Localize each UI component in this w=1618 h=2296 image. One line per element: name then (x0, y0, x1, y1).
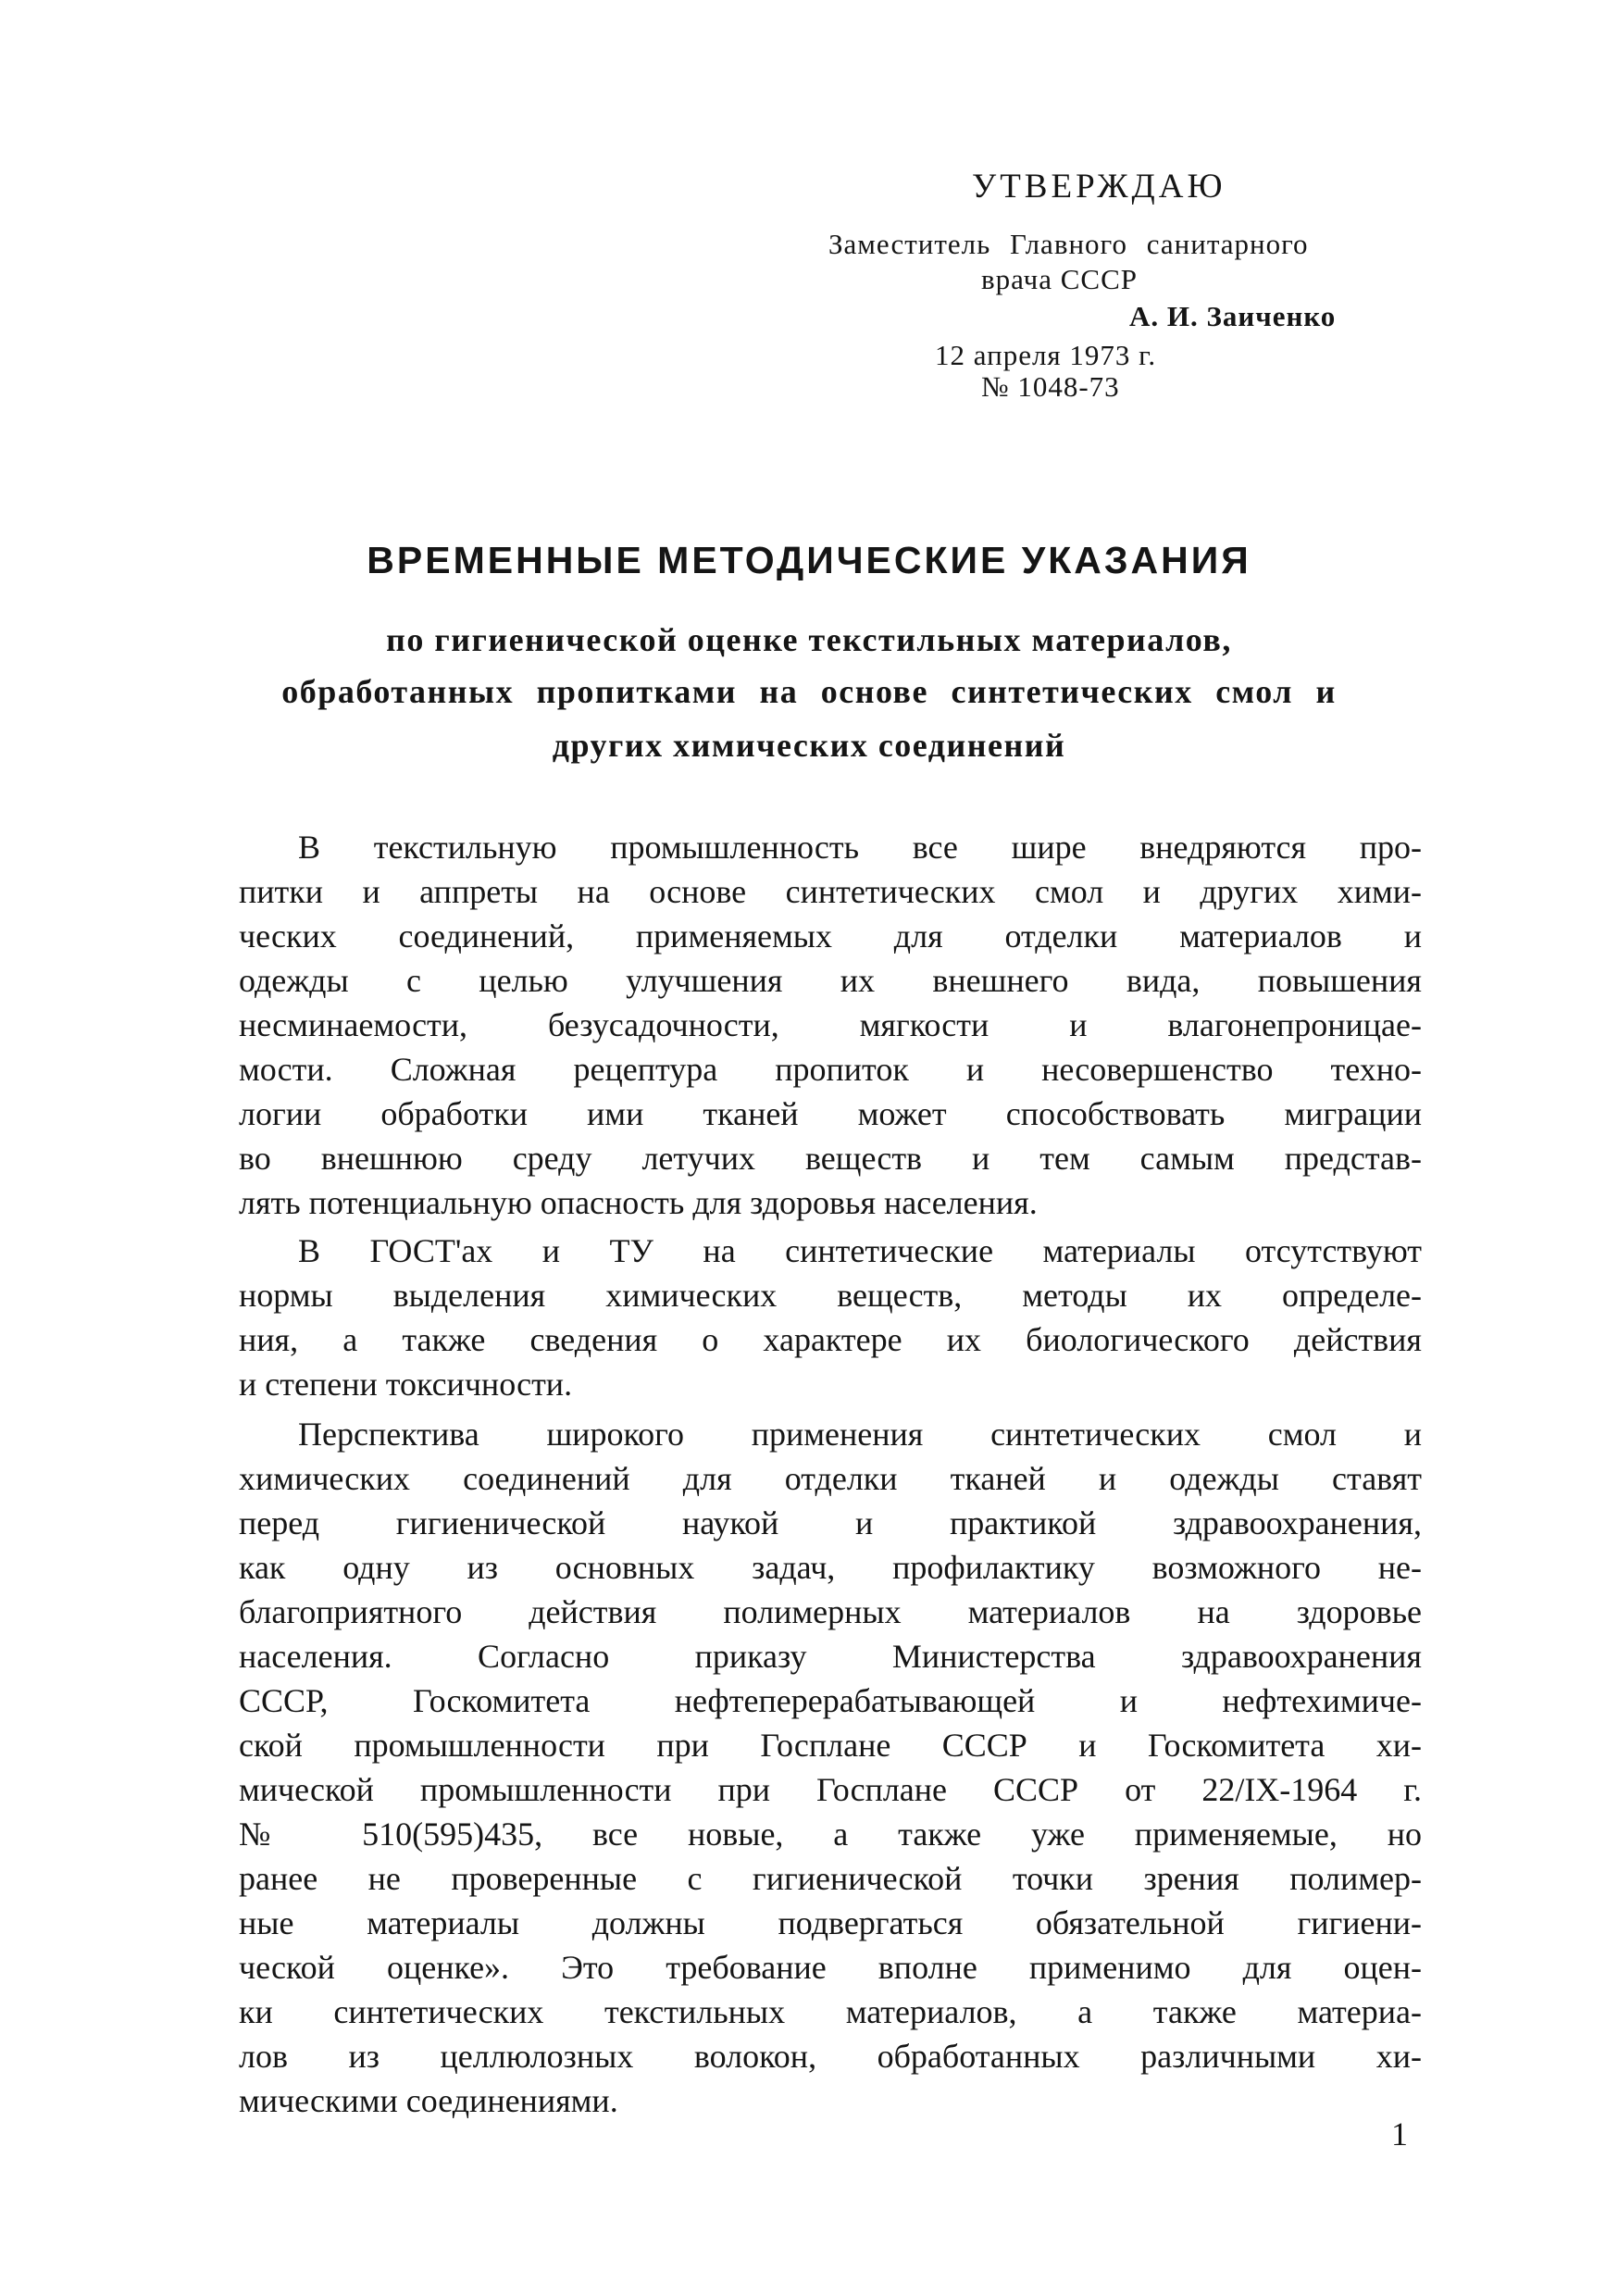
body-line: мическими соединениями. (239, 2082, 618, 2119)
body-line: № 510(595)435, все новые, а также уже применяемые, но (239, 1816, 1422, 1853)
approval-heading: УТВЕРЖДАЮ (972, 168, 1226, 206)
body-line: ской промышленности при Госплане СССР и Госкомитета хи- (239, 1727, 1422, 1764)
approver-position-line-1: Заместитель Главного санитарного (828, 228, 1309, 260)
document-subtitle-line: других химических соединений (552, 727, 1066, 764)
body-line: ческой оценке». Это требование вполне применимо для оцен- (239, 1949, 1422, 1986)
body-line: лов из целлюлозных волокон, обработанных различными хи- (239, 2038, 1422, 2075)
body-line: Перспектива широкого применения синтетических смол и (298, 1416, 1422, 1453)
approver-name: А. И. Заиченко (1129, 300, 1337, 332)
body-line: ранее не проверенные с гигиенической точки зрения полимер- (239, 1860, 1422, 1897)
approver-position-line-2: врача СССР (981, 263, 1139, 295)
body-line: одежды с целью улучшения их внешнего вида, повышения (239, 962, 1422, 999)
body-line: перед гигиенической наукой и практикой здравоохранения, (239, 1504, 1422, 1541)
page-number: 1 (1391, 2115, 1408, 2152)
body-line: во внешнюю среду летучих веществ и тем самым представ- (239, 1140, 1422, 1177)
body-line: несминаемости, безусадочности, мягкости и влагонепроницае- (239, 1006, 1422, 1043)
body-line: благоприятного действия полимерных материалов на здоровье (239, 1593, 1422, 1630)
document-title: ВРЕМЕННЫЕ МЕТОДИЧЕСКИЕ УКАЗАНИЯ (367, 539, 1251, 581)
body-line: населения. Согласно приказу Министерства здравоохранения (239, 1638, 1422, 1675)
body-line: ческих соединений, применяемых для отделки материалов и (239, 917, 1422, 955)
body-line: лять потенциальную опасность для здоровья населения. (239, 1184, 1038, 1221)
body-line: и степени токсичности. (239, 1366, 573, 1403)
body-line: как одну из основных задач, профилактику возможного не- (239, 1549, 1422, 1586)
approval-number: № 1048-73 (981, 370, 1120, 403)
approval-date: 12 апреля 1973 г. (935, 339, 1157, 371)
body-line: мической промышленности при Госплане СССР от 22/IX-1964 г. (239, 1771, 1422, 1808)
body-line: СССР, Госкомитета нефтеперерабатывающей и нефтехимиче- (239, 1682, 1422, 1719)
body-line: химических соединений для отделки тканей и одежды ставят (239, 1460, 1422, 1497)
body-line: мости. Сложная рецептура пропиток и несовершенство техно- (239, 1051, 1422, 1088)
document-subtitle-line: обработанных пропитками на основе синтетических смол и (281, 673, 1337, 710)
body-line: ния, а также сведения о характере их биологического действия (239, 1321, 1422, 1358)
document-subtitle-line: по гигиенической оценке текстильных материалов, (386, 621, 1232, 658)
body-line: ки синтетических текстильных материалов, а также материа- (239, 1993, 1422, 2030)
body-line: питки и аппреты на основе синтетических смол и других хими- (239, 873, 1422, 910)
body-line: логии обработки ими тканей может способствовать миграции (239, 1095, 1422, 1132)
body-line: В ГОСТ'ах и ТУ на синтетические материалы отсутствуют (298, 1232, 1422, 1269)
body-line: В текстильную промышленность все шире внедряются про- (298, 829, 1422, 866)
body-line: нормы выделения химических веществ, методы их определе- (239, 1277, 1422, 1314)
body-line: ные материалы должны подвергаться обязательной гигиени- (239, 1904, 1422, 1941)
